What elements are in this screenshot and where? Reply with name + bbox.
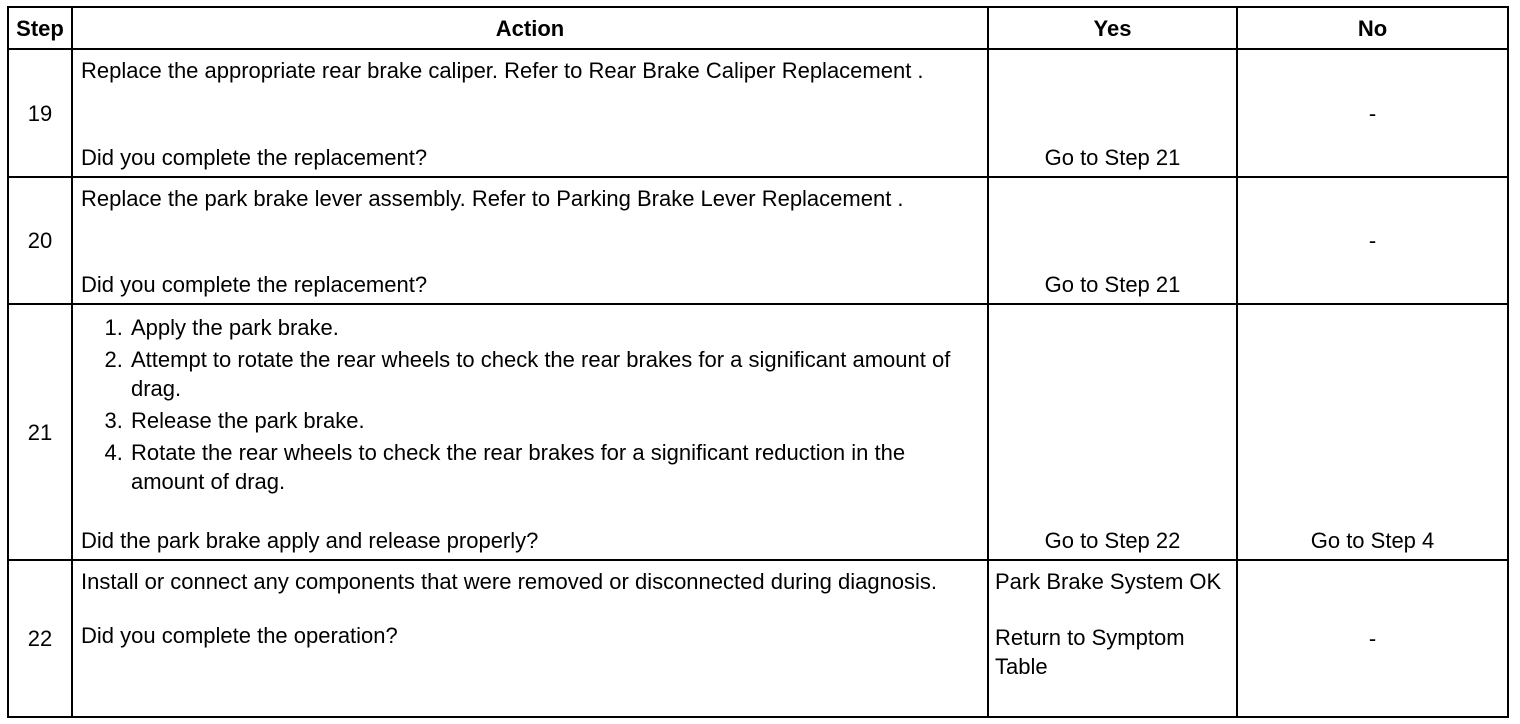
- yes-cell: [988, 177, 1237, 304]
- step-number: 19: [8, 49, 72, 177]
- action-cell: [72, 560, 988, 717]
- yes-result: Go to Step 21: [1044, 145, 1181, 170]
- header-row: [8, 7, 1508, 49]
- action-question: Did you complete the replacement?: [81, 272, 428, 297]
- no-cell: [1237, 49, 1508, 177]
- table-row: [8, 177, 1508, 304]
- step-number: 22: [8, 560, 72, 717]
- action-step-list: [81, 313, 979, 496]
- no-cell: [1237, 560, 1508, 717]
- no-cell: [1237, 177, 1508, 304]
- action-text: Install or connect any components that were removed or disconnected during diagnosis.: [81, 569, 938, 594]
- yes-result: Go to Step 21: [1044, 272, 1181, 297]
- step-number: 21: [8, 304, 72, 560]
- action-cell: [72, 304, 988, 560]
- yes-result: Go to Step 22: [1044, 528, 1181, 553]
- action-question: Did you complete the replacement?: [81, 145, 428, 170]
- header-yes: Yes: [988, 7, 1237, 49]
- no-result: -: [1368, 228, 1377, 253]
- action-cell: [72, 177, 988, 304]
- action-text: Replace the appropriate rear brake caliper. Refer to Rear Brake Caliper Replacement .: [81, 58, 924, 83]
- list-item: 2. Attempt to rotate the rear wheels to check the rear brakes for a significant amount of drag.: [129, 345, 979, 403]
- yes-cell: [988, 304, 1237, 560]
- no-cell: [1237, 304, 1508, 560]
- action-question: Did you complete the operation?: [81, 623, 398, 648]
- step-number: 20: [8, 177, 72, 304]
- list-item: 4. Rotate the rear wheels to check the rear brakes for a significant reduction in the amount of drag.: [129, 438, 979, 496]
- list-item: 1. Apply the park brake.: [129, 313, 979, 342]
- action-text: Replace the park brake lever assembly. Refer to Parking Brake Lever Replacement .: [81, 186, 904, 211]
- diagnostic-table: [7, 6, 1509, 718]
- action-cell: [72, 49, 988, 177]
- yes-result-ok: Park Brake System OK: [995, 569, 1222, 594]
- no-result: Go to Step 4: [1310, 528, 1435, 553]
- header-step: Step: [8, 7, 72, 49]
- header-action: Action: [72, 7, 988, 49]
- table-row: [8, 49, 1508, 177]
- list-item: 3. Release the park brake.: [129, 406, 979, 435]
- yes-cell: [988, 49, 1237, 177]
- table-row: [8, 304, 1508, 560]
- yes-cell: [988, 560, 1237, 717]
- yes-result-return: Return to Symptom Table: [995, 625, 1185, 679]
- no-result: -: [1368, 100, 1377, 126]
- action-question: Did the park brake apply and release properly?: [81, 528, 539, 553]
- header-no: No: [1237, 7, 1508, 49]
- no-result: -: [1368, 626, 1377, 651]
- table-row: [8, 560, 1508, 717]
